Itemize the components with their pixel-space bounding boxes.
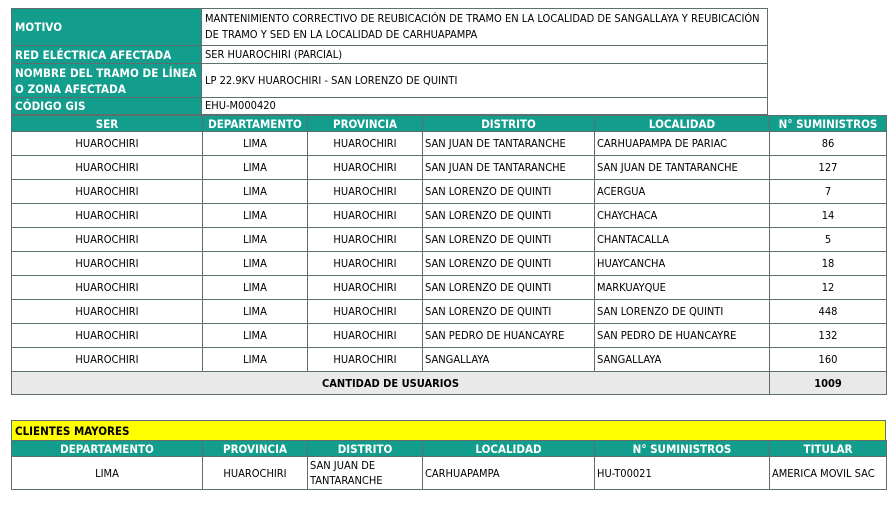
cell-distrito: SAN LORENZO DE QUINTI (423, 204, 595, 228)
red-electrica-label-text: RED ELÉCTRICA AFECTADA (15, 47, 172, 62)
cell-provincia: HUAROCHIRI (308, 156, 423, 180)
cell-localidad: SAN JUAN DE TANTARANCHE (595, 156, 770, 180)
codigo-gis-label-text: CÓDIGO GIS (15, 99, 86, 113)
cell-departamento: LIMA (203, 204, 308, 228)
column-header-distrito: DISTRITO (423, 116, 595, 132)
cell-provincia: HUAROCHIRI (308, 300, 423, 324)
column-header-suministros: N° SUMINISTROS (770, 116, 887, 132)
tramo-value (201, 63, 768, 98)
cell-suministros: 127 (770, 156, 887, 180)
cell-localidad: HUAYCANCHA (595, 252, 770, 276)
cell-distrito: SAN LORENZO DE QUINTI (423, 228, 595, 252)
cell-provincia: HUAROCHIRI (203, 457, 308, 490)
cell-provincia: HUAROCHIRI (308, 348, 423, 372)
cell-departamento: LIMA (203, 252, 308, 276)
red-electrica-value-text: SER HUAROCHIRI (PARCIAL) (205, 47, 343, 61)
cell-distrito: SAN PEDRO DE HUANCAYRE (423, 324, 595, 348)
cell-suministros: 18 (770, 252, 887, 276)
motivo-label-text: MOTIVO (15, 20, 63, 34)
cell-suministros: 448 (770, 300, 887, 324)
cell-ser: HUAROCHIRI (12, 348, 203, 372)
cell-suministros: 132 (770, 324, 887, 348)
cell-ser: HUAROCHIRI (12, 204, 203, 228)
cell-provincia: HUAROCHIRI (308, 228, 423, 252)
major-clients-header-row (12, 441, 887, 457)
total-value: 1009 (770, 372, 887, 395)
cell-ser: HUAROCHIRI (12, 228, 203, 252)
table-row (12, 252, 887, 276)
column-header-distrito: DISTRITO (308, 441, 423, 457)
table-row (12, 457, 887, 490)
cell-suministros: 7 (770, 180, 887, 204)
column-header-departamento: DEPARTAMENTO (12, 441, 203, 457)
cell-suministros: 5 (770, 228, 887, 252)
cell-distrito: SAN LORENZO DE QUINTI (423, 252, 595, 276)
codigo-gis-value-text: EHU-M000420 (205, 99, 276, 112)
tramo-label (11, 63, 202, 98)
table-row (12, 300, 887, 324)
cell-departamento: LIMA (203, 132, 308, 156)
cell-localidad: CARHUAPAMPA DE PARIAC (595, 132, 770, 156)
major-clients-title (11, 420, 886, 441)
cell-departamento: LIMA (203, 180, 308, 204)
cell-localidad: CARHUAPAMPA (423, 457, 595, 490)
cell-distrito: SAN LORENZO DE QUINTI (423, 300, 595, 324)
cell-provincia: HUAROCHIRI (308, 180, 423, 204)
cell-ser: HUAROCHIRI (12, 156, 203, 180)
cell-provincia: HUAROCHIRI (308, 204, 423, 228)
cell-departamento: LIMA (203, 228, 308, 252)
cell-localidad: MARKUAYQUE (595, 276, 770, 300)
cell-provincia: HUAROCHIRI (308, 252, 423, 276)
major-clients-table (11, 440, 887, 490)
codigo-gis-label (11, 97, 202, 115)
cell-localidad: ACERGUA (595, 180, 770, 204)
table-row (12, 180, 887, 204)
cell-suministros: 86 (770, 132, 887, 156)
motivo-value-text: MANTENIMIENTO CORRECTIVO DE REUBICACIÓN DE TRAMO EN LA LOCALIDAD DE SANGALLAYA Y REUBICACIÓN DE TRAMO Y SED EN LA LOCALIDAD DE CARHUAPAMPA (205, 12, 760, 41)
table-row (12, 156, 887, 180)
cell-provincia: HUAROCHIRI (308, 132, 423, 156)
total-label: CANTIDAD DE USUARIOS (12, 372, 770, 395)
cell-ser: HUAROCHIRI (12, 324, 203, 348)
cell-ser: HUAROCHIRI (12, 276, 203, 300)
table-row (12, 228, 887, 252)
cell-suministros: 160 (770, 348, 887, 372)
cell-distrito: SANGALLAYA (423, 348, 595, 372)
cell-localidad: CHANTACALLA (595, 228, 770, 252)
cell-distrito: SAN LORENZO DE QUINTI (423, 276, 595, 300)
cell-ser: HUAROCHIRI (12, 132, 203, 156)
cell-distrito: SAN LORENZO DE QUINTI (423, 180, 595, 204)
cell-distrito: SAN JUAN DE TANTARANCHE (423, 132, 595, 156)
tramo-value-text: LP 22.9KV HUAROCHIRI - SAN LORENZO DE QUINTI (205, 73, 458, 87)
cell-departamento: LIMA (203, 324, 308, 348)
cell-suministros: 14 (770, 204, 887, 228)
cell-departamento: LIMA (203, 300, 308, 324)
users-table-header-row (12, 116, 887, 132)
column-header-provincia: PROVINCIA (308, 116, 423, 132)
column-header-titular: TITULAR (770, 441, 887, 457)
motivo-label (11, 8, 202, 46)
red-electrica-value (201, 45, 768, 64)
column-header-suministros: N° SUMINISTROS (595, 441, 770, 457)
cell-suministros: HU-T00021 (595, 457, 770, 490)
major-clients-title-text: CLIENTES MAYORES (15, 423, 130, 438)
table-row (12, 348, 887, 372)
table-row (12, 324, 887, 348)
cell-departamento: LIMA (12, 457, 203, 490)
cell-departamento: LIMA (203, 348, 308, 372)
column-header-departamento: DEPARTAMENTO (203, 116, 308, 132)
total-row (12, 372, 887, 395)
cell-suministros: 12 (770, 276, 887, 300)
cell-ser: HUAROCHIRI (12, 252, 203, 276)
cell-localidad: CHAYCHACA (595, 204, 770, 228)
cell-localidad: SANGALLAYA (595, 348, 770, 372)
column-header-ser: SER (12, 116, 203, 132)
table-row (12, 276, 887, 300)
column-header-localidad: LOCALIDAD (423, 441, 595, 457)
cell-distrito: SAN JUAN DE TANTARANCHE (308, 457, 423, 490)
cell-ser: HUAROCHIRI (12, 300, 203, 324)
tramo-label-text: NOMBRE DEL TRAMO DE LÍNEA O ZONA AFECTADA (15, 65, 197, 96)
cell-departamento: LIMA (203, 156, 308, 180)
column-header-provincia: PROVINCIA (203, 441, 308, 457)
cell-ser: HUAROCHIRI (12, 180, 203, 204)
table-row (12, 204, 887, 228)
column-header-localidad: LOCALIDAD (595, 116, 770, 132)
users-table (11, 115, 887, 395)
codigo-gis-value (201, 97, 768, 115)
cell-distrito: SAN JUAN DE TANTARANCHE (423, 156, 595, 180)
cell-departamento: LIMA (203, 276, 308, 300)
cell-titular: AMERICA MOVIL SAC (770, 457, 887, 490)
red-electrica-label (11, 45, 202, 64)
table-row (12, 132, 887, 156)
cell-localidad: SAN PEDRO DE HUANCAYRE (595, 324, 770, 348)
cell-provincia: HUAROCHIRI (308, 276, 423, 300)
cell-localidad: SAN LORENZO DE QUINTI (595, 300, 770, 324)
motivo-value (201, 8, 768, 46)
cell-provincia: HUAROCHIRI (308, 324, 423, 348)
